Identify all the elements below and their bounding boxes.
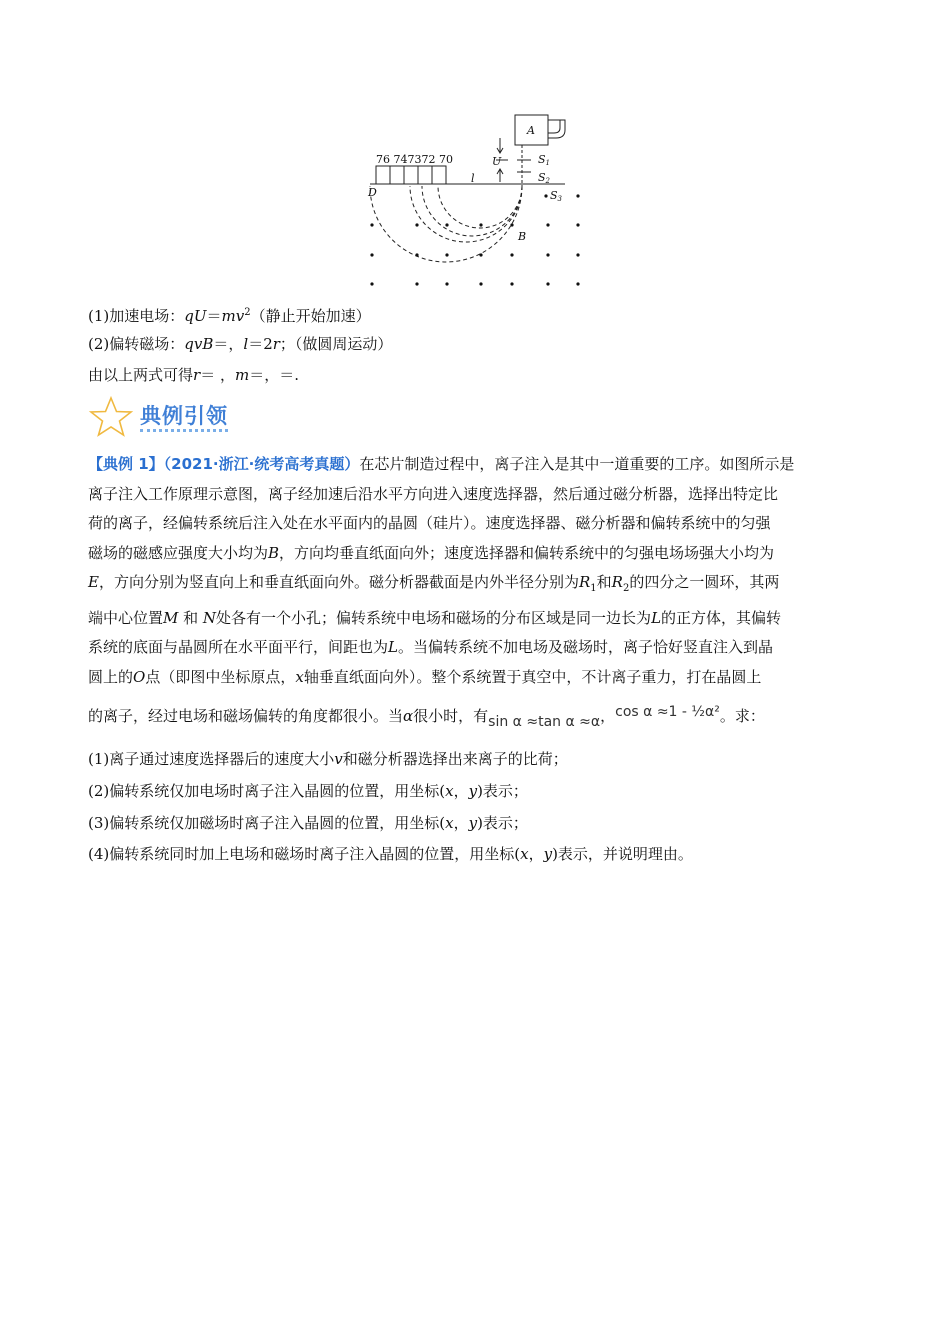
- svg-text:S1: S1: [538, 153, 551, 167]
- question-4: (4)偏转系统同时加上电场和磁场时离子注入晶圆的位置，用坐标(x，y)表示，并说明理由。: [88, 845, 693, 863]
- mass-spectrometer-diagram: [360, 108, 590, 293]
- example-tag: 【典例 1】: [88, 455, 164, 473]
- svg-text:U: U: [492, 155, 502, 168]
- question-2: (2)偏转系统仅加电场时离子注入晶圆的位置，用坐标(x，y)表示；: [88, 782, 528, 800]
- banner-underline: [140, 429, 228, 432]
- svg-text:S3: S3: [550, 189, 563, 203]
- small-angle-approx-2: cos α ≈1 - ½α²: [615, 704, 720, 721]
- question-3: (3)偏转系统仅加磁场时离子注入晶圆的位置，用坐标(x，y)表示；: [88, 814, 528, 832]
- section-banner: [88, 396, 288, 438]
- formula-line-2: (2)偏转磁场：qvB＝，l＝2r；（做圆周运动）: [88, 335, 393, 353]
- formula-line-1: (1)加速电场：$qU=mv^2$（静止开始加速）: [88, 307, 371, 325]
- detector-scale: [376, 166, 446, 184]
- example-source: （2021·浙江·统考高考真题）: [163, 455, 360, 473]
- svg-text:D: D: [368, 186, 377, 199]
- svg-text:S2: S2: [538, 171, 551, 185]
- question-1: (1)离子通过速度选择器后的速度大小v和磁分析器选择出来离子的比荷；: [88, 750, 568, 768]
- svg-text:l: l: [471, 172, 475, 185]
- scale-label: 76 747372 70: [376, 153, 453, 166]
- magnetic-field-dots: [370, 194, 579, 285]
- small-angle-approx-1: sin α ≈tan α ≈α: [488, 714, 601, 731]
- example-paragraph: 【典例 1】（2021·浙江·统考高考真题）在芯片制造过程中，离子注入是其中一道重要的工序。如图所示是 离子注入工作原理示意图，离子经加速后沿水平方向进入速度选择器，然后通过磁分析器，选择出特定比 荷的离子，经偏转系统后注入处在水平面内的晶圆（硅片）。速度选择器、磁分析器和偏转系统中的匀强 磁场的磁感应强度大小均为B，方向均垂直纸面向外；速度选择器和偏转系统中的匀强电场场强大小均为 E，方向分别为竖直向上和垂直纸面向外。磁分析器截面是内外半径分别为$R_1$和$R_2$的四分之一圆环，其两 端中心位置M 和 N处各有一个小孔；偏转系统中电场和磁场的分布区域是同一边长为L的正方体，其偏转 系统的底面与晶圆所在水平面平行，间距也为L。当偏转系统不加电场及磁场时，离子恰好竖直注入到晶 圆上的O点（即图中坐标原点，x轴垂直纸面向外）。整个系统置于真空中，不计离子重力，打在晶圆上 的离子，经过电场和磁场偏转的角度都很小。当α很小时，有sin α ≈tan α ≈α，cos α ≈1 - ½α²。求：: [88, 450, 862, 732]
- star-icon: [88, 396, 134, 438]
- svg-text:B: B: [518, 230, 527, 243]
- banner-title: 典例引领: [140, 404, 228, 428]
- svg-text:A: A: [527, 124, 535, 137]
- formula-line-3: 由以上两式可得r＝ ，m＝，＝.: [88, 366, 299, 384]
